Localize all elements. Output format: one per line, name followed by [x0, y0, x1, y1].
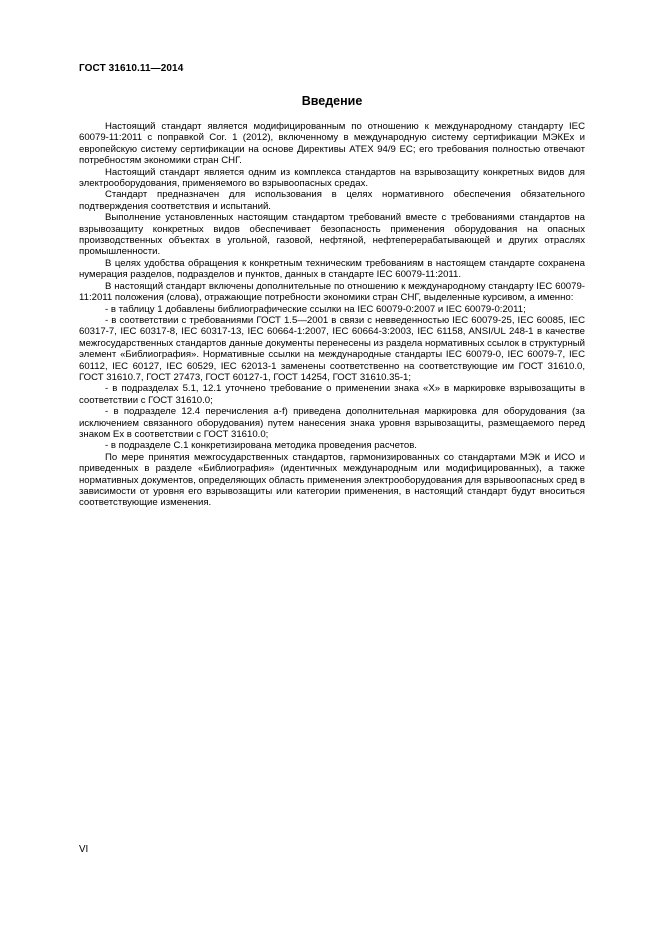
page-number: VI — [79, 844, 89, 855]
list-item: - в подразделе 12.4 перечисления a-f) приведена дополнительная маркировка для оборудования (за исключением связанного оборудования) путем нанесения знака уровня взрывозащиты, размещаемого перед знаком Ex в соответствии с ГОСТ 31610.0; — [79, 406, 585, 440]
paragraph: Настоящий стандарт является одним из комплекса стандартов на взрывозащиту конкретных видов для электрооборудования, применяемого во взрывоопасных средах. — [79, 166, 585, 190]
list-item: - в таблицу 1 добавлены библиографические ссылки на IEC 60079-0:2007 и IEC 60079-0:2011; — [105, 303, 526, 315]
paragraph: В целях удобства обращения к конкретным техническим требованиям в настоящем стандарте сохранена нумерация разделов, подразделов и пунктов, данных в стандарте IEC 60079-11:2011. — [79, 257, 585, 281]
paragraph: По мере принятия межгосударственных стандартов, гармонизированных со стандартами МЭК и ИСО и приведенных в разделе «Библиография» (идентичных международным или модифицированных), а также нормативных документов, определяющих область применения электрооборудования для взрывоопасных сред в зависимости от уровня его взрывозащиты или категории применения, в настоящий стандарт будут вноситься соответствующие изменения. — [79, 451, 585, 509]
paragraph: В настоящий стандарт включены дополнительные по отношению к международному стандарту IEC 60079-11:2011 положения (слова), отражающие потребности экономики стран СНГ, выделенные курсивом, а именно: — [79, 280, 585, 304]
list-item: - в подразделах 5.1, 12.1 уточнено требование о применении знака «X» в маркировке взрывозащиты в соответствии с ГОСТ 31610.0; — [79, 383, 585, 406]
body-text — [79, 121, 585, 509]
document-header: ГОСТ 31610.11—2014 — [79, 63, 184, 74]
paragraph: Стандарт предназначен для использования в целях нормативного обеспечения обязательного подтверждения соответствия и испытаний. — [79, 189, 585, 212]
paragraph: Выполнение установленных настоящим стандартом требований вместе с требованиями стандартов на взрывозащиту конкретных видов обеспечивает безопасность применения оборудования на опасных производственных объектах в угольной, газовой, нефтяной, нефтеперерабатывающей и других отраслях промышленности. — [79, 212, 585, 258]
section-title: Введение — [301, 94, 363, 108]
list-item: - в подразделе С.1 конкретизирована методика проведения расчетов. — [105, 440, 417, 452]
paragraph: Настоящий стандарт является модифицированным по отношению к международному стандарту IEC 60079-11:2011 с поправкой Cor. 1 (2012), включенному в международную систему сертификации МЭКЕх и европейскую систему сертификации на основе Директивы АТЕХ 94/9 ЕС; его требования полностью отвечают потребностям экономики стран СНГ. — [79, 121, 585, 167]
list-item: - в соответствии с требованиями ГОСТ 1.5—2001 в связи с невведенностью IEC 60079-25, IEC 60085, IEC 60317-7, IEC 60317-8, IEC 60317-13, IEC 60664-1:2007, IEC 60664-3:2003, IEC 61158, ANSI/UL 248-1 в качестве межгосударственных стандартов данные документы перенесены из раздела нормативных ссылок в структурный элемент «Библиография». Нормативные ссылки на международные стандарты IEC 60079-0, IEC 60079-7, IEC 60112, IEC 60127, IEC 60529, IEC 62013-1 заменены соответственно на соответствующие им ГОСТ 31610.0, ГОСТ 31610.7, ГОСТ 27473, ГОСТ 60127-1, ГОСТ 14254, ГОСТ 31610.35-1; — [79, 314, 585, 383]
